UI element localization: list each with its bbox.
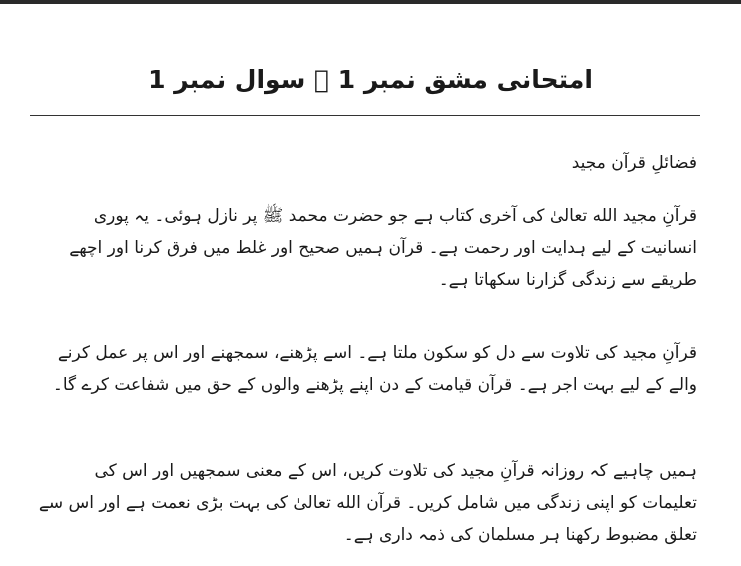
paragraph-1: قرآنِ مجید الله تعالیٰ کی آخری کتاب ہے جو حضرت محمد ﷺ پر نازل ہوئی۔ یہ پوری انسانیت کے لیے ہدایت اور رحمت ہے۔ قرآن ہمیں صحیح اور غلط میں فرق کرنا اور اچھے طریقے سے زندگی گزارنا سکھاتا ہے۔ bbox=[69, 206, 697, 290]
paragraph-3: ہمیں چاہیے کہ روزانہ قرآنِ مجید کی تلاوت کریں، اس کے معنی سمجھیں اور اس کی تعلیمات کو اپنی زندگی میں شامل کریں۔ قرآن الله تعالیٰ کی بہت بڑی نعمت ہے اور اس سے تعلق مضبوط رکھنا ہر مسلمان کی ذمہ داری ہے۔ bbox=[38, 461, 697, 545]
title-divider bbox=[30, 115, 700, 116]
section-heading: فضائلِ قرآن مجید bbox=[571, 153, 697, 173]
paragraph-2: قرآنِ مجید کی تلاوت سے دل کو سکون ملتا ہے۔ اسے پڑھنے، سمجھنے اور اس پر عمل کرنے والے کے لیے بہت اجر ہے۔ قرآن قیامت کے دن اپنے پڑھنے والوں کے حق میں شفاعت کرے گا۔ bbox=[52, 343, 697, 395]
document-title: امتحانی مشق نمبر 1 ⃞ سوال نمبر 1 bbox=[148, 65, 593, 94]
